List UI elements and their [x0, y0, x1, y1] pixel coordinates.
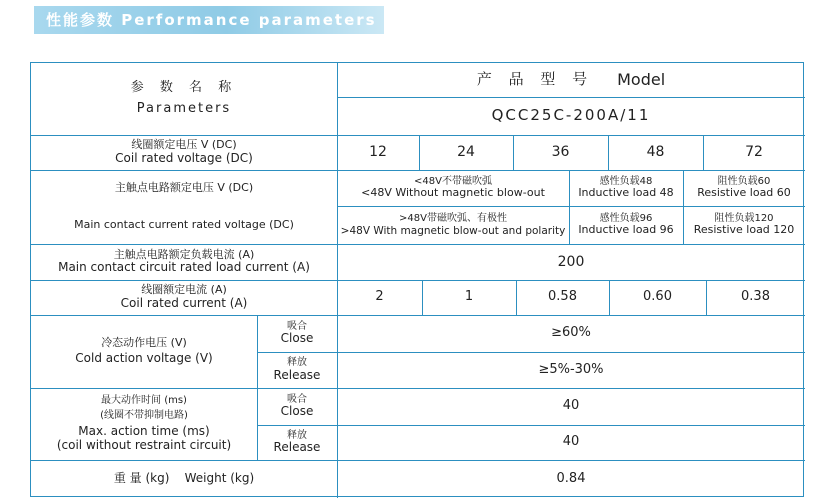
coil-current-value: 0.58 [548, 289, 577, 305]
coil-voltage-label [31, 135, 337, 170]
model-name-text: QCC25C-200A/11 [491, 106, 651, 125]
mcv-r2-c3-zh: 阻性负载120 [714, 212, 774, 224]
param-header [31, 63, 337, 135]
mcv-r2-c1-zh: >48V带磁吹弧、有极性 [399, 213, 507, 225]
coil-current-label [31, 280, 337, 315]
mcv-r2-c2 [569, 206, 683, 244]
load-current-label-en: Main contact circuit rated load current (A) [58, 260, 310, 275]
mcv-r2-c1 [337, 206, 569, 244]
close-en: Close [280, 331, 314, 346]
cold-action-label-en: Cold action voltage (V) [75, 350, 213, 365]
mcv-r1-c1 [337, 170, 569, 206]
release-zh: 释放 [287, 429, 307, 441]
model-header-en: Model [617, 69, 666, 89]
coil-current-label-zh: 线圈额定电流 (A) [141, 283, 227, 297]
mcv-r1-c1-en: <48V Without magnetic blow-out [361, 186, 545, 200]
max-action-label [31, 388, 257, 460]
model-name [337, 97, 805, 135]
release-en: Release [273, 440, 321, 455]
max-action-close-label [257, 388, 337, 425]
max-action-release-label [257, 425, 337, 460]
main-contact-voltage-label-en [31, 206, 337, 244]
model-header-zh: 产 品 型 号 [476, 70, 594, 89]
model-header [337, 63, 805, 97]
close-zh: 吸合 [287, 393, 307, 405]
cold-action-close-value: ≥60% [551, 325, 591, 341]
cold-action-label [31, 315, 257, 388]
performance-table [30, 62, 804, 497]
weight-value: 0.84 [556, 470, 586, 486]
coil-voltage-value: 36 [551, 144, 570, 161]
weight-label [31, 460, 337, 498]
mcv-r2-c1-en: >48V With magnetic blow-out and polarity [340, 224, 566, 237]
coil-current-label-en: Coil rated current (A) [120, 295, 248, 310]
param-header-en: Parameters [136, 101, 232, 116]
load-current-value: 200 [557, 253, 585, 270]
coil-voltage-label-zh: 线圈额定电压 V (DC) [131, 138, 237, 152]
close-en: Close [280, 404, 314, 419]
release-zh: 释放 [287, 357, 307, 369]
mcv-r1-c1-zh: <48V不带磁吹弧 [414, 175, 492, 187]
main-contact-voltage-zh: 主触点电路额定电压 V (DC) [114, 180, 254, 194]
max-action-label-en1: Max. action time (ms) [78, 424, 210, 439]
main-contact-voltage-en: Main contact current rated voltage (DC) [74, 217, 294, 231]
weight-label-text: 重 量 (kg) Weight (kg) [113, 471, 255, 486]
mcv-r2-c2-zh: 感性负载96 [599, 212, 653, 224]
coil-voltage-value: 12 [369, 144, 387, 161]
mcv-r2-c2-en: Inductive load 96 [578, 223, 674, 237]
max-action-label-zh1: 最大动作时间 (ms) [101, 395, 187, 407]
max-action-label-en2: (coil without restraint circuit) [56, 438, 232, 452]
mcv-r1-c2-zh: 感性负载48 [599, 175, 653, 187]
close-zh: 吸合 [287, 320, 307, 332]
coil-current-value: 1 [464, 289, 474, 305]
coil-current-value: 0.38 [741, 289, 770, 305]
mcv-r1-c3-zh: 阻性负载60 [717, 175, 771, 187]
mcv-r1-c2 [569, 170, 683, 206]
max-action-close-value: 40 [562, 398, 580, 414]
load-current-label-zh: 主触点电路额定负载电流 (A) [113, 247, 255, 261]
cold-action-close-label [257, 315, 337, 352]
cold-action-release-value: ≥5%-30% [538, 361, 604, 377]
mcv-r2-c3-en: Resistive load 120 [693, 223, 795, 237]
main-contact-voltage-label-zh [31, 170, 337, 206]
cold-action-release-label [257, 352, 337, 388]
max-action-label-zh2: (线圈不带抑制电路) [100, 409, 188, 421]
param-header-zh: 参 数 名 称 [130, 80, 238, 96]
load-current-label [31, 244, 337, 280]
coil-current-value: 0.60 [643, 289, 672, 305]
mcv-r1-c3 [683, 170, 805, 206]
release-en: Release [273, 367, 321, 382]
mcv-r1-c2-en: Inductive load 48 [578, 186, 674, 200]
mcv-r1-c3-en: Resistive load 60 [697, 186, 791, 200]
coil-voltage-value: 48 [646, 144, 665, 161]
cold-action-label-zh: 冷态动作电压 (V) [101, 336, 187, 350]
section-header: 性能参数 Performance parameters [34, 6, 384, 34]
coil-current-value: 2 [375, 289, 384, 305]
coil-voltage-value: 72 [745, 144, 763, 161]
mcv-r2-c3 [683, 206, 805, 244]
max-action-release-value: 40 [562, 434, 580, 450]
coil-voltage-label-en: Coil rated voltage (DC) [115, 150, 253, 165]
coil-voltage-value: 24 [457, 144, 475, 161]
